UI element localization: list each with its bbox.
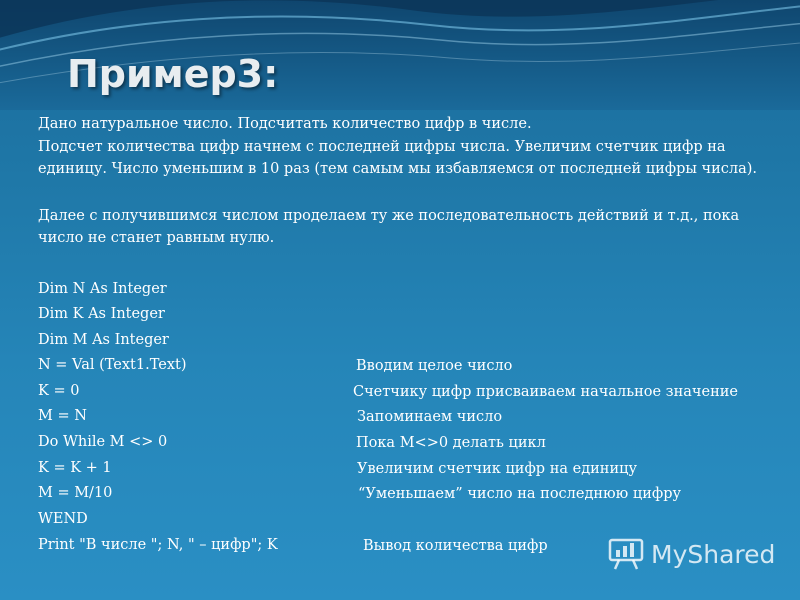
code-line: K = 0 — [38, 383, 80, 399]
code-line: N = Val (Text1.Text) — [38, 357, 187, 373]
code-comment: Вводим целое число — [356, 358, 513, 374]
myshared-watermark — [607, 537, 775, 571]
code-comment: Увеличим счетчик цифр на единицу — [357, 461, 637, 477]
code-line: M = M/10 — [38, 485, 113, 501]
code-comment: Вывод количества цифр — [363, 538, 548, 554]
code-line: WEND — [38, 511, 88, 527]
paragraph-task: Дано натуральное число. Подсчитать количество цифр в числе. — [38, 116, 532, 132]
code-comment: Счетчику цифр присваиваем начальное значение — [353, 384, 738, 400]
code-line: Do While M <> 0 — [38, 434, 168, 450]
code-comment: Запоминаем число — [357, 409, 503, 425]
code-comment: Пока M<>0 делать цикл — [356, 435, 546, 451]
paragraph-repeat: Далее с получившимся числом проделаем ту же последовательность действий и т.д., пока число не станет равным нулю. — [38, 208, 740, 246]
code-line: Dim K As Integer — [38, 306, 165, 322]
code-line: Dim N As Integer — [38, 281, 167, 297]
slide-title: Пример3: — [67, 52, 279, 96]
code-line: Dim M As Integer — [38, 332, 169, 348]
paragraph-method: Подсчет количества цифр начнем с последней цифры числа. Увеличим счетчик цифр на единицу. Число уменьшим в 10 раз (тем самым мы избавляемся от последней цифры числа). — [38, 139, 758, 177]
code-line: K = K + 1 — [38, 460, 112, 476]
code-line: Print "В числе "; N, " – цифр"; K — [38, 537, 278, 553]
code-comment: “Уменьшаем” число на последнюю цифру — [358, 486, 682, 502]
presentation-board-icon — [607, 537, 645, 571]
watermark-text: MyShared — [651, 539, 776, 569]
code-line: M = N — [38, 408, 87, 424]
